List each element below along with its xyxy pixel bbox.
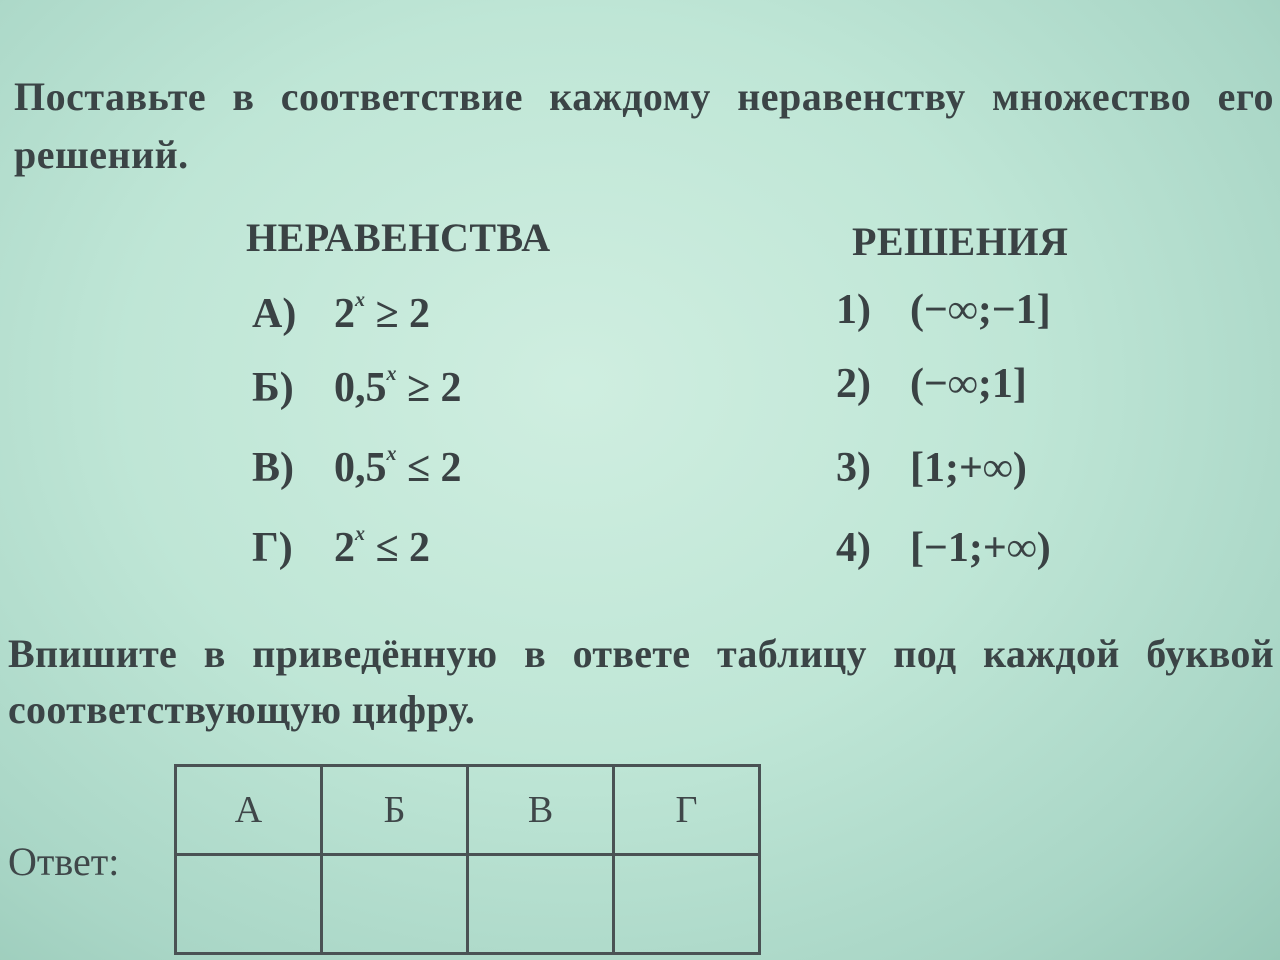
inequality-rest: ≤ 2 bbox=[396, 445, 462, 491]
inequality-exponent: x bbox=[386, 363, 397, 385]
inequality-exponent: x bbox=[386, 443, 397, 465]
answer-cell-v[interactable] bbox=[468, 855, 614, 954]
inequality-exponent: x bbox=[355, 289, 365, 311]
solution-label: 3) bbox=[836, 445, 871, 491]
task-instruction: Впишите в приведённую в ответе таблицу под каждой буквой соответствующую цифру. bbox=[8, 631, 1274, 732]
answer-table bbox=[174, 764, 761, 955]
inequality-label: Г) bbox=[252, 525, 293, 571]
answer-header-cell: Б bbox=[322, 766, 468, 855]
solution-3 bbox=[836, 444, 1027, 492]
task-intro: Поставьте в соответствие каждому неравенству множество его решений. bbox=[14, 74, 1274, 177]
answer-header-cell: А bbox=[176, 766, 322, 855]
inequality-g bbox=[252, 524, 430, 572]
solution-value: (−∞;−1] bbox=[910, 287, 1051, 333]
inequality-exponent: x bbox=[355, 523, 365, 545]
solution-value: [1;+∞) bbox=[910, 445, 1027, 491]
solution-4 bbox=[836, 524, 1051, 572]
solutions-heading: РЕШЕНИЯ bbox=[852, 219, 1069, 264]
answer-value-row bbox=[176, 855, 760, 954]
solution-1 bbox=[836, 286, 1051, 334]
inequality-base: 0,5 bbox=[334, 365, 387, 411]
inequality-base: 0,5 bbox=[334, 445, 387, 491]
answer-label: Ответ: bbox=[8, 839, 120, 884]
inequality-v bbox=[252, 444, 462, 492]
answer-cell-a[interactable] bbox=[176, 855, 322, 954]
inequality-a bbox=[252, 290, 430, 338]
solution-value: [−1;+∞) bbox=[910, 525, 1051, 571]
inequality-label: А) bbox=[252, 291, 297, 337]
inequality-rest: ≥ 2 bbox=[396, 365, 462, 411]
inequality-b bbox=[252, 364, 462, 412]
answer-cell-b[interactable] bbox=[322, 855, 468, 954]
solution-label: 2) bbox=[836, 361, 871, 407]
inequality-label: Б) bbox=[252, 365, 294, 411]
inequalities-heading: НЕРАВЕНСТВА bbox=[246, 215, 551, 260]
inequality-rest: ≥ 2 bbox=[365, 291, 431, 337]
solution-label: 1) bbox=[836, 287, 871, 333]
inequality-base: 2 bbox=[334, 291, 355, 337]
answer-header-row bbox=[176, 766, 760, 855]
answer-header-cell: В bbox=[468, 766, 614, 855]
solution-value: (−∞;1] bbox=[910, 361, 1027, 407]
solution-2 bbox=[836, 360, 1027, 408]
answer-header-cell: Г bbox=[614, 766, 760, 855]
inequality-label: В) bbox=[252, 445, 294, 491]
answer-cell-g[interactable] bbox=[614, 855, 760, 954]
solution-label: 4) bbox=[836, 525, 871, 571]
inequality-base: 2 bbox=[334, 525, 355, 571]
inequality-rest: ≤ 2 bbox=[365, 525, 431, 571]
